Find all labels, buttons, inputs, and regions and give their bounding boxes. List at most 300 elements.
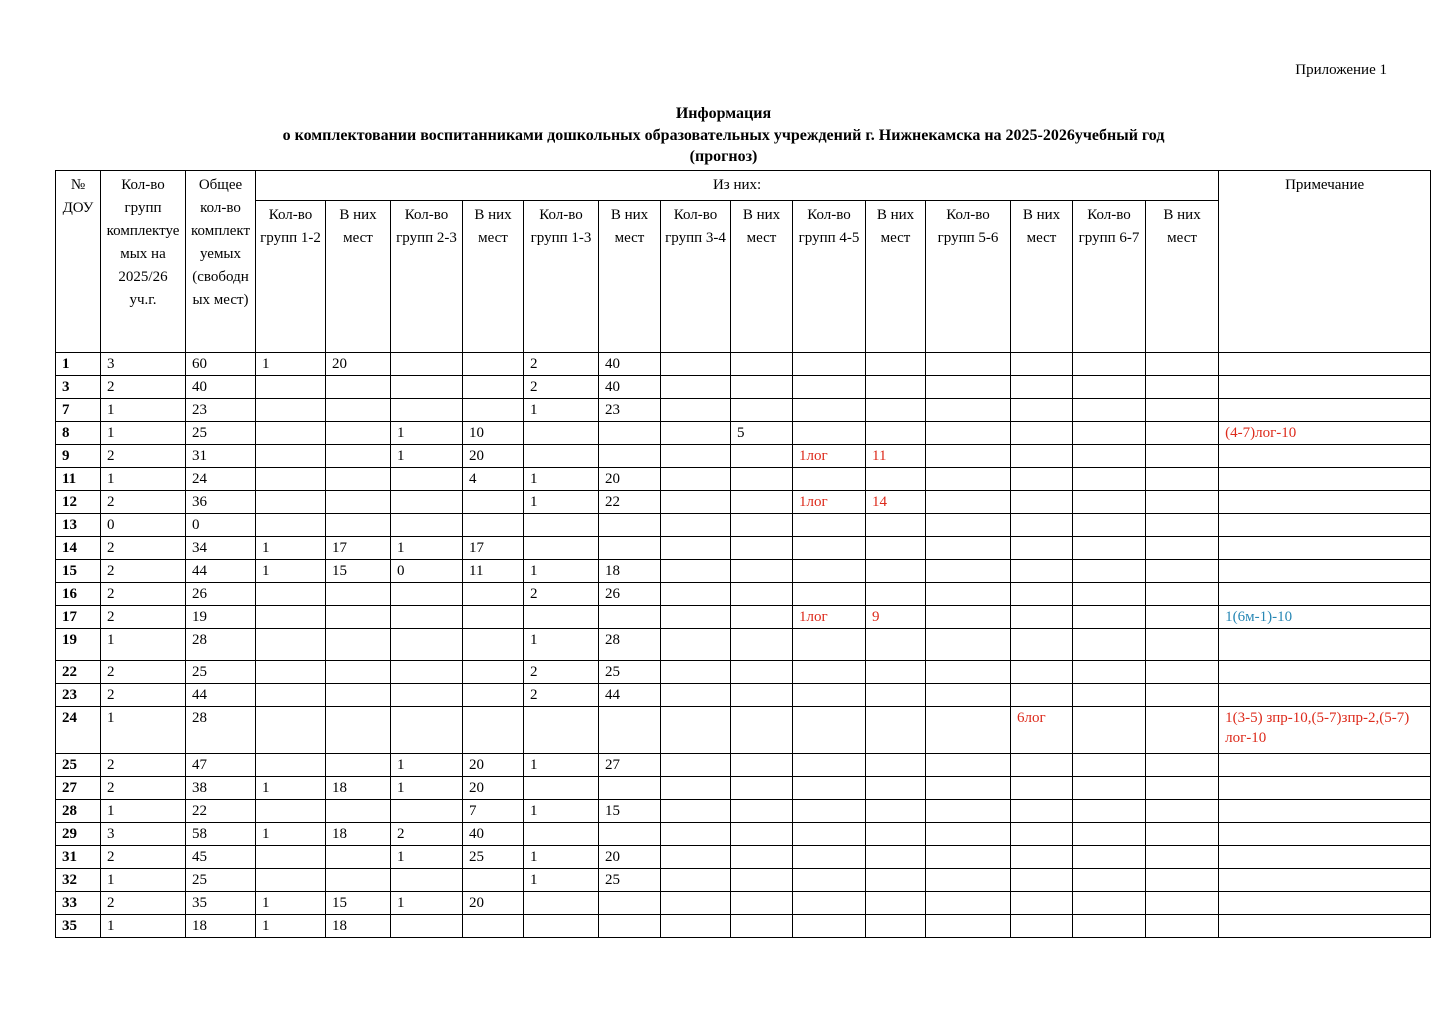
cell-value: [463, 869, 524, 892]
cell-note: [1219, 846, 1431, 869]
cell-value: [1073, 823, 1146, 846]
table-row: [56, 707, 1431, 754]
cell-groups-count: 2: [101, 892, 186, 915]
cell-value: [256, 376, 326, 399]
cell-dou-number: 29: [56, 823, 101, 846]
cell-value: [661, 661, 731, 684]
header-note: Примечание: [1219, 171, 1431, 353]
cell-value: 20: [599, 468, 661, 491]
cell-total-places: 45: [186, 846, 256, 869]
cell-value: 1: [391, 422, 463, 445]
cell-note: [1219, 399, 1431, 422]
cell-value: [326, 445, 391, 468]
table-row: [56, 869, 1431, 892]
cell-value: [256, 629, 326, 661]
cell-value: [1073, 560, 1146, 583]
cell-value: [256, 445, 326, 468]
cell-total-places: 23: [186, 399, 256, 422]
cell-total-places: 0: [186, 514, 256, 537]
cell-value: [661, 823, 731, 846]
cell-value: [866, 800, 926, 823]
cell-value: 1лог: [793, 606, 866, 629]
cell-value: [1011, 445, 1073, 468]
cell-value: [599, 422, 661, 445]
cell-dou-number: 14: [56, 537, 101, 560]
cell-value: [256, 468, 326, 491]
cell-value: [731, 514, 793, 537]
cell-value: [1011, 661, 1073, 684]
table-row: [56, 583, 1431, 606]
cell-value: [731, 629, 793, 661]
cell-value: [326, 661, 391, 684]
cell-value: 7: [463, 800, 524, 823]
cell-value: [866, 684, 926, 707]
cell-note: [1219, 823, 1431, 846]
cell-value: [256, 661, 326, 684]
cell-groups-count: 1: [101, 869, 186, 892]
cell-value: 0: [391, 560, 463, 583]
cell-value: [524, 445, 599, 468]
cell-value: [256, 846, 326, 869]
cell-groups-count: 2: [101, 846, 186, 869]
cell-value: 11: [463, 560, 524, 583]
cell-value: [1011, 800, 1073, 823]
cell-value: [1146, 353, 1219, 376]
cell-value: [326, 399, 391, 422]
cell-value: [391, 514, 463, 537]
cell-value: [926, 606, 1011, 629]
cell-dou-number: 31: [56, 846, 101, 869]
cell-value: [731, 606, 793, 629]
cell-value: [1073, 846, 1146, 869]
table-row: [56, 915, 1431, 938]
cell-value: [731, 353, 793, 376]
cell-value: [1073, 606, 1146, 629]
cell-value: 40: [599, 376, 661, 399]
cell-value: 1лог: [793, 491, 866, 514]
cell-value: [926, 353, 1011, 376]
cell-value: 1: [524, 869, 599, 892]
header-places-6-7: В них мест: [1146, 201, 1219, 353]
cell-groups-count: 2: [101, 606, 186, 629]
cell-value: [926, 754, 1011, 777]
cell-value: [1011, 353, 1073, 376]
cell-dou-number: 27: [56, 777, 101, 800]
cell-value: [1011, 422, 1073, 445]
cell-value: [926, 823, 1011, 846]
cell-value: 1: [391, 892, 463, 915]
cell-value: [866, 468, 926, 491]
cell-value: [1073, 707, 1146, 754]
cell-value: [866, 823, 926, 846]
cell-note: [1219, 514, 1431, 537]
cell-value: [599, 445, 661, 468]
cell-value: 15: [326, 892, 391, 915]
cell-groups-count: 2: [101, 445, 186, 468]
cell-value: [926, 869, 1011, 892]
cell-value: [599, 514, 661, 537]
cell-value: 1: [256, 537, 326, 560]
cell-value: [1073, 915, 1146, 938]
cell-value: [731, 707, 793, 754]
cell-value: [391, 606, 463, 629]
cell-value: [1011, 892, 1073, 915]
cell-value: [391, 583, 463, 606]
cell-value: [926, 491, 1011, 514]
cell-value: [391, 399, 463, 422]
cell-value: 20: [463, 892, 524, 915]
cell-value: [793, 537, 866, 560]
cell-value: 15: [599, 800, 661, 823]
cell-value: [793, 684, 866, 707]
cell-value: [463, 606, 524, 629]
cell-note: (4-7)лог-10: [1219, 422, 1431, 445]
cell-value: [599, 892, 661, 915]
cell-value: [1073, 537, 1146, 560]
header-of-them: Из них:: [256, 171, 1219, 201]
cell-value: [866, 376, 926, 399]
header-groups-2-3: Кол-во групп 2-3: [391, 201, 463, 353]
cell-note: [1219, 491, 1431, 514]
cell-value: [866, 629, 926, 661]
cell-value: [1146, 560, 1219, 583]
cell-value: [463, 661, 524, 684]
cell-value: 10: [463, 422, 524, 445]
cell-dou-number: 8: [56, 422, 101, 445]
cell-value: [391, 468, 463, 491]
cell-value: [793, 376, 866, 399]
cell-value: [256, 754, 326, 777]
cell-total-places: 24: [186, 468, 256, 491]
cell-total-places: 36: [186, 491, 256, 514]
cell-total-places: 22: [186, 800, 256, 823]
table-row: [56, 777, 1431, 800]
cell-value: [391, 869, 463, 892]
cell-groups-count: 3: [101, 353, 186, 376]
cell-value: 11: [866, 445, 926, 468]
cell-value: [391, 661, 463, 684]
cell-value: 18: [326, 915, 391, 938]
cell-note: [1219, 892, 1431, 915]
cell-value: [661, 869, 731, 892]
cell-value: [463, 376, 524, 399]
header-groups-1-3: Кол-во групп 1-3: [524, 201, 599, 353]
cell-value: [661, 445, 731, 468]
cell-value: [1146, 846, 1219, 869]
cell-total-places: 47: [186, 754, 256, 777]
cell-value: [256, 800, 326, 823]
cell-value: [731, 915, 793, 938]
cell-value: [926, 800, 1011, 823]
cell-value: 1: [524, 399, 599, 422]
cell-value: [661, 399, 731, 422]
cell-value: [661, 376, 731, 399]
cell-value: [1073, 491, 1146, 514]
cell-value: [1011, 491, 1073, 514]
cell-groups-count: 0: [101, 514, 186, 537]
cell-value: [866, 353, 926, 376]
table-row: [56, 376, 1431, 399]
cell-value: [793, 468, 866, 491]
table-row: [56, 353, 1431, 376]
cell-value: 1: [391, 754, 463, 777]
cell-note: [1219, 353, 1431, 376]
title-line-3: (прогноз): [689, 148, 758, 165]
title-line-2: о комплектовании воспитанниками дошкольных образовательных учреждений г. Нижнекамска на 2025-2026учебный год: [282, 126, 1165, 144]
cell-value: [391, 376, 463, 399]
header-places-5-6: В них мест: [1011, 201, 1073, 353]
cell-dou-number: 11: [56, 468, 101, 491]
cell-value: [524, 422, 599, 445]
cell-value: 1: [524, 491, 599, 514]
cell-dou-number: 17: [56, 606, 101, 629]
cell-value: [866, 583, 926, 606]
cell-value: [866, 754, 926, 777]
cell-dou-number: 3: [56, 376, 101, 399]
cell-value: [661, 629, 731, 661]
cell-value: [793, 754, 866, 777]
table-row: [56, 846, 1431, 869]
cell-value: [866, 537, 926, 560]
cell-value: [1011, 823, 1073, 846]
cell-value: [256, 422, 326, 445]
cell-value: [1146, 684, 1219, 707]
cell-value: [599, 915, 661, 938]
cell-value: [1146, 823, 1219, 846]
cell-dou-number: 35: [56, 915, 101, 938]
cell-value: 5: [731, 422, 793, 445]
cell-value: [524, 892, 599, 915]
cell-value: 1: [524, 468, 599, 491]
cell-value: 20: [599, 846, 661, 869]
cell-value: [463, 707, 524, 754]
cell-total-places: 38: [186, 777, 256, 800]
table-row: [56, 606, 1431, 629]
cell-value: [524, 707, 599, 754]
cell-value: 20: [463, 754, 524, 777]
cell-value: [1011, 869, 1073, 892]
cell-value: [256, 399, 326, 422]
cell-value: [793, 661, 866, 684]
cell-value: [1146, 629, 1219, 661]
cell-value: [256, 491, 326, 514]
cell-value: 44: [599, 684, 661, 707]
cell-value: [1146, 606, 1219, 629]
cell-value: [1011, 915, 1073, 938]
cell-value: 1лог: [793, 445, 866, 468]
cell-value: [731, 846, 793, 869]
table-row: [56, 800, 1431, 823]
cell-value: [326, 422, 391, 445]
cell-value: [391, 491, 463, 514]
cell-value: [661, 707, 731, 754]
cell-value: [599, 777, 661, 800]
cell-value: 20: [463, 445, 524, 468]
cell-value: [1146, 915, 1219, 938]
cell-value: [256, 684, 326, 707]
cell-note: 1(6м-1)-10: [1219, 606, 1431, 629]
cell-value: [1011, 846, 1073, 869]
appendix-label: Приложение 1: [1295, 62, 1387, 78]
table-row: [56, 468, 1431, 491]
cell-value: [1073, 422, 1146, 445]
cell-value: [326, 684, 391, 707]
cell-value: [926, 468, 1011, 491]
cell-value: [661, 800, 731, 823]
cell-value: [731, 661, 793, 684]
cell-value: 18: [326, 823, 391, 846]
cell-total-places: 44: [186, 684, 256, 707]
cell-value: [731, 583, 793, 606]
cell-value: 1: [391, 777, 463, 800]
table-row: [56, 892, 1431, 915]
cell-value: [866, 915, 926, 938]
cell-value: 18: [599, 560, 661, 583]
cell-value: [661, 915, 731, 938]
cell-value: [463, 514, 524, 537]
cell-value: [1146, 661, 1219, 684]
table-row: [56, 823, 1431, 846]
cell-value: 23: [599, 399, 661, 422]
cell-value: [661, 468, 731, 491]
cell-value: [463, 353, 524, 376]
cell-value: [1011, 399, 1073, 422]
cell-value: [1146, 491, 1219, 514]
cell-value: 1: [524, 800, 599, 823]
cell-value: 2: [524, 353, 599, 376]
cell-total-places: 34: [186, 537, 256, 560]
cell-value: [731, 869, 793, 892]
table-row: [56, 491, 1431, 514]
cell-total-places: 60: [186, 353, 256, 376]
cell-value: 2: [391, 823, 463, 846]
cell-value: [866, 846, 926, 869]
cell-value: [731, 754, 793, 777]
staffing-table: [55, 170, 1431, 938]
cell-dou-number: 23: [56, 684, 101, 707]
cell-value: [661, 583, 731, 606]
cell-groups-count: 1: [101, 707, 186, 754]
cell-value: [326, 629, 391, 661]
cell-value: [793, 846, 866, 869]
cell-value: 1: [256, 892, 326, 915]
cell-value: [793, 514, 866, 537]
cell-value: [1073, 514, 1146, 537]
cell-value: [731, 823, 793, 846]
cell-note: [1219, 468, 1431, 491]
cell-value: [524, 777, 599, 800]
cell-value: [326, 754, 391, 777]
table-row: [56, 422, 1431, 445]
cell-groups-count: 2: [101, 560, 186, 583]
cell-value: [256, 606, 326, 629]
cell-value: 1: [256, 560, 326, 583]
cell-groups-count: 1: [101, 399, 186, 422]
cell-value: 1: [524, 754, 599, 777]
cell-value: [731, 445, 793, 468]
cell-value: [731, 468, 793, 491]
cell-value: [793, 707, 866, 754]
cell-note: [1219, 869, 1431, 892]
cell-value: [524, 606, 599, 629]
cell-value: 25: [599, 661, 661, 684]
cell-value: [256, 514, 326, 537]
cell-value: [866, 892, 926, 915]
cell-value: [926, 661, 1011, 684]
cell-value: [1146, 754, 1219, 777]
cell-value: 20: [463, 777, 524, 800]
cell-groups-count: 1: [101, 800, 186, 823]
cell-groups-count: 2: [101, 537, 186, 560]
header-groups-count: Кол-во групп комплектуемых на 2025/26 уч.г.: [101, 171, 186, 353]
cell-value: [256, 583, 326, 606]
cell-value: 22: [599, 491, 661, 514]
cell-value: [793, 583, 866, 606]
cell-value: 1: [256, 823, 326, 846]
cell-value: [793, 629, 866, 661]
table-row: [56, 445, 1431, 468]
header-row-main: [56, 171, 1431, 201]
cell-value: [524, 514, 599, 537]
cell-groups-count: 2: [101, 491, 186, 514]
cell-value: [661, 537, 731, 560]
cell-groups-count: 2: [101, 777, 186, 800]
cell-value: 2: [524, 583, 599, 606]
document-title: [36, 103, 1411, 168]
table-row: [56, 629, 1431, 661]
cell-note: [1219, 629, 1431, 661]
cell-value: [524, 823, 599, 846]
cell-value: 25: [599, 869, 661, 892]
cell-dou-number: 24: [56, 707, 101, 754]
cell-value: [1146, 514, 1219, 537]
cell-value: [731, 892, 793, 915]
cell-value: [1011, 537, 1073, 560]
cell-value: [1073, 800, 1146, 823]
cell-dou-number: 28: [56, 800, 101, 823]
cell-total-places: 26: [186, 583, 256, 606]
cell-value: [866, 514, 926, 537]
table-header: [56, 171, 1431, 353]
cell-value: 2: [524, 684, 599, 707]
cell-value: [1146, 707, 1219, 754]
cell-value: [1073, 583, 1146, 606]
cell-total-places: 40: [186, 376, 256, 399]
cell-note: [1219, 583, 1431, 606]
cell-value: [926, 777, 1011, 800]
cell-value: [1073, 661, 1146, 684]
cell-dou-number: 25: [56, 754, 101, 777]
cell-value: [926, 846, 1011, 869]
cell-value: 1: [256, 915, 326, 938]
cell-value: [731, 491, 793, 514]
cell-value: [661, 422, 731, 445]
header-places-2-3: В них мест: [463, 201, 524, 353]
cell-value: [326, 468, 391, 491]
cell-value: [1073, 684, 1146, 707]
cell-total-places: 28: [186, 707, 256, 754]
cell-note: [1219, 376, 1431, 399]
cell-value: [326, 376, 391, 399]
cell-value: [661, 353, 731, 376]
cell-value: 1: [391, 846, 463, 869]
cell-value: [1146, 445, 1219, 468]
cell-note: 1(3-5) зпр-10,(5-7)зпр-2,(5-7) лог-10: [1219, 707, 1431, 754]
cell-value: [1073, 629, 1146, 661]
cell-value: [793, 892, 866, 915]
cell-value: 1: [524, 846, 599, 869]
cell-groups-count: 2: [101, 583, 186, 606]
